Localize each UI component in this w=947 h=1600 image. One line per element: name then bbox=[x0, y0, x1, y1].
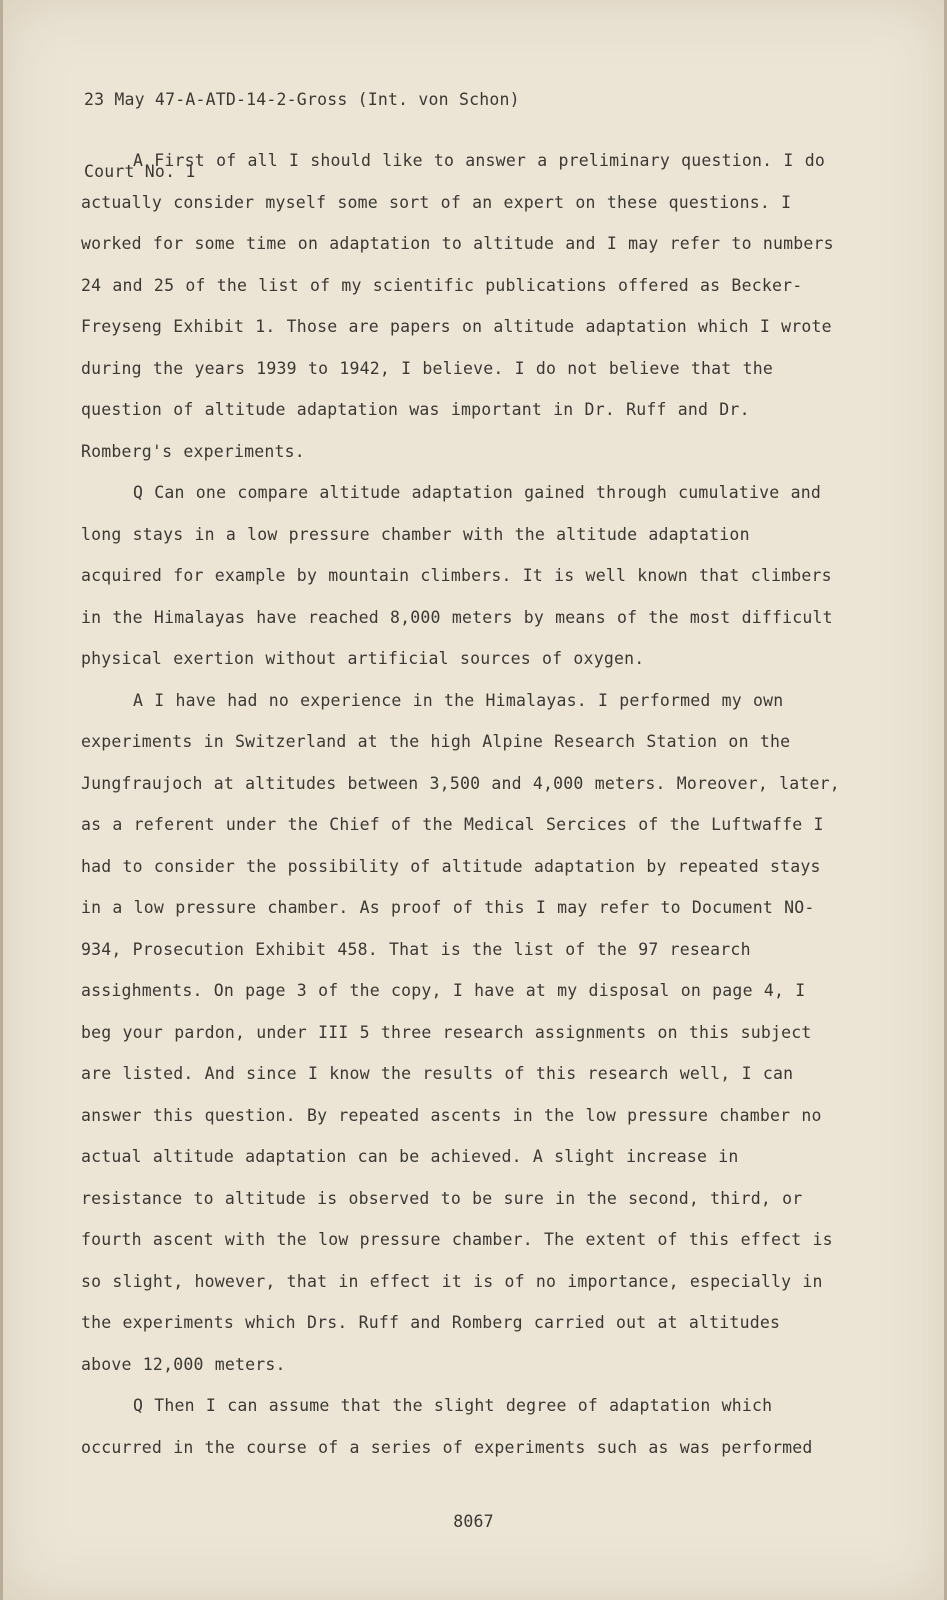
paragraph-answer-2: A I have had no experience in the Himalayas. I performed my own experiments in Switzerland at the high Alpine Research Station on the Jungfraujoch at altitudes between 3,500 and 4,000 meters. Moreover, later, as a referent under the Chief of the Medical Sercices of the Luftwaffe I had to consider the possibility of altitude adaptation by repeated stays in a low pressure chamber. As proof of this I may refer to Document NO-934, Prosecution Exhibit 458. That is the list of the 97 research assighments. On page 3 of the copy, I have at my disposal on page 4, I beg your pardon, under III 5 three research assignments on this subject are listed. And since I know the results of this research well, I can answer this question. By repeated ascents in the low pressure chamber no actual altitude adaptation can be achieved. A slight increase in resistance to altitude is observed to be sure in the second, third, or fourth ascent with the low pressure chamber. The extent of this effect is so slight, however, that in effect it is of no importance, especially in the experiments which Drs. Ruff and Romberg carried out at altitudes above 12,000 meters. bbox=[81, 690, 840, 1374]
paragraph-question-1: Q Can one compare altitude adaptation gained through cumulative and long stays in a low pressure chamber with the altitude adaptation acquired for example by mountain climbers. It is well known that climbers in the Himalayas have reached 8,000 meters by means of the most difficult physical exertion without artificial sources of oxygen. bbox=[81, 483, 833, 668]
header-court-line: Court No. 1 bbox=[84, 162, 196, 181]
page-number: 8067 bbox=[453, 1512, 494, 1531]
paragraph-answer-1: A First of all I should like to answer a preliminary question. I do actually consider myself some sort of an expert on these questions. I worked for some time on adaptation to altitude and I may refer to numbers 24 and 25 of the list of my scientific publications offered as Becker-Freyseng Exhibit 1. Those are papers on altitude adaptation which I wrote during the years 1939 to 1942, I believe. I do not believe that the question of altitude adaptation was important in Dr. Ruff and Dr. Romberg's experiments. bbox=[81, 151, 834, 461]
header-case-line: 23 May 47-A-ATD-14-2-Gross (Int. von Schon) bbox=[84, 90, 520, 109]
paragraph-question-2: Q Then I can assume that the slight degree of adaptation which occurred in the course of a series of experiments such as was performed bbox=[81, 1396, 813, 1457]
transcript-body bbox=[81, 140, 841, 1468]
